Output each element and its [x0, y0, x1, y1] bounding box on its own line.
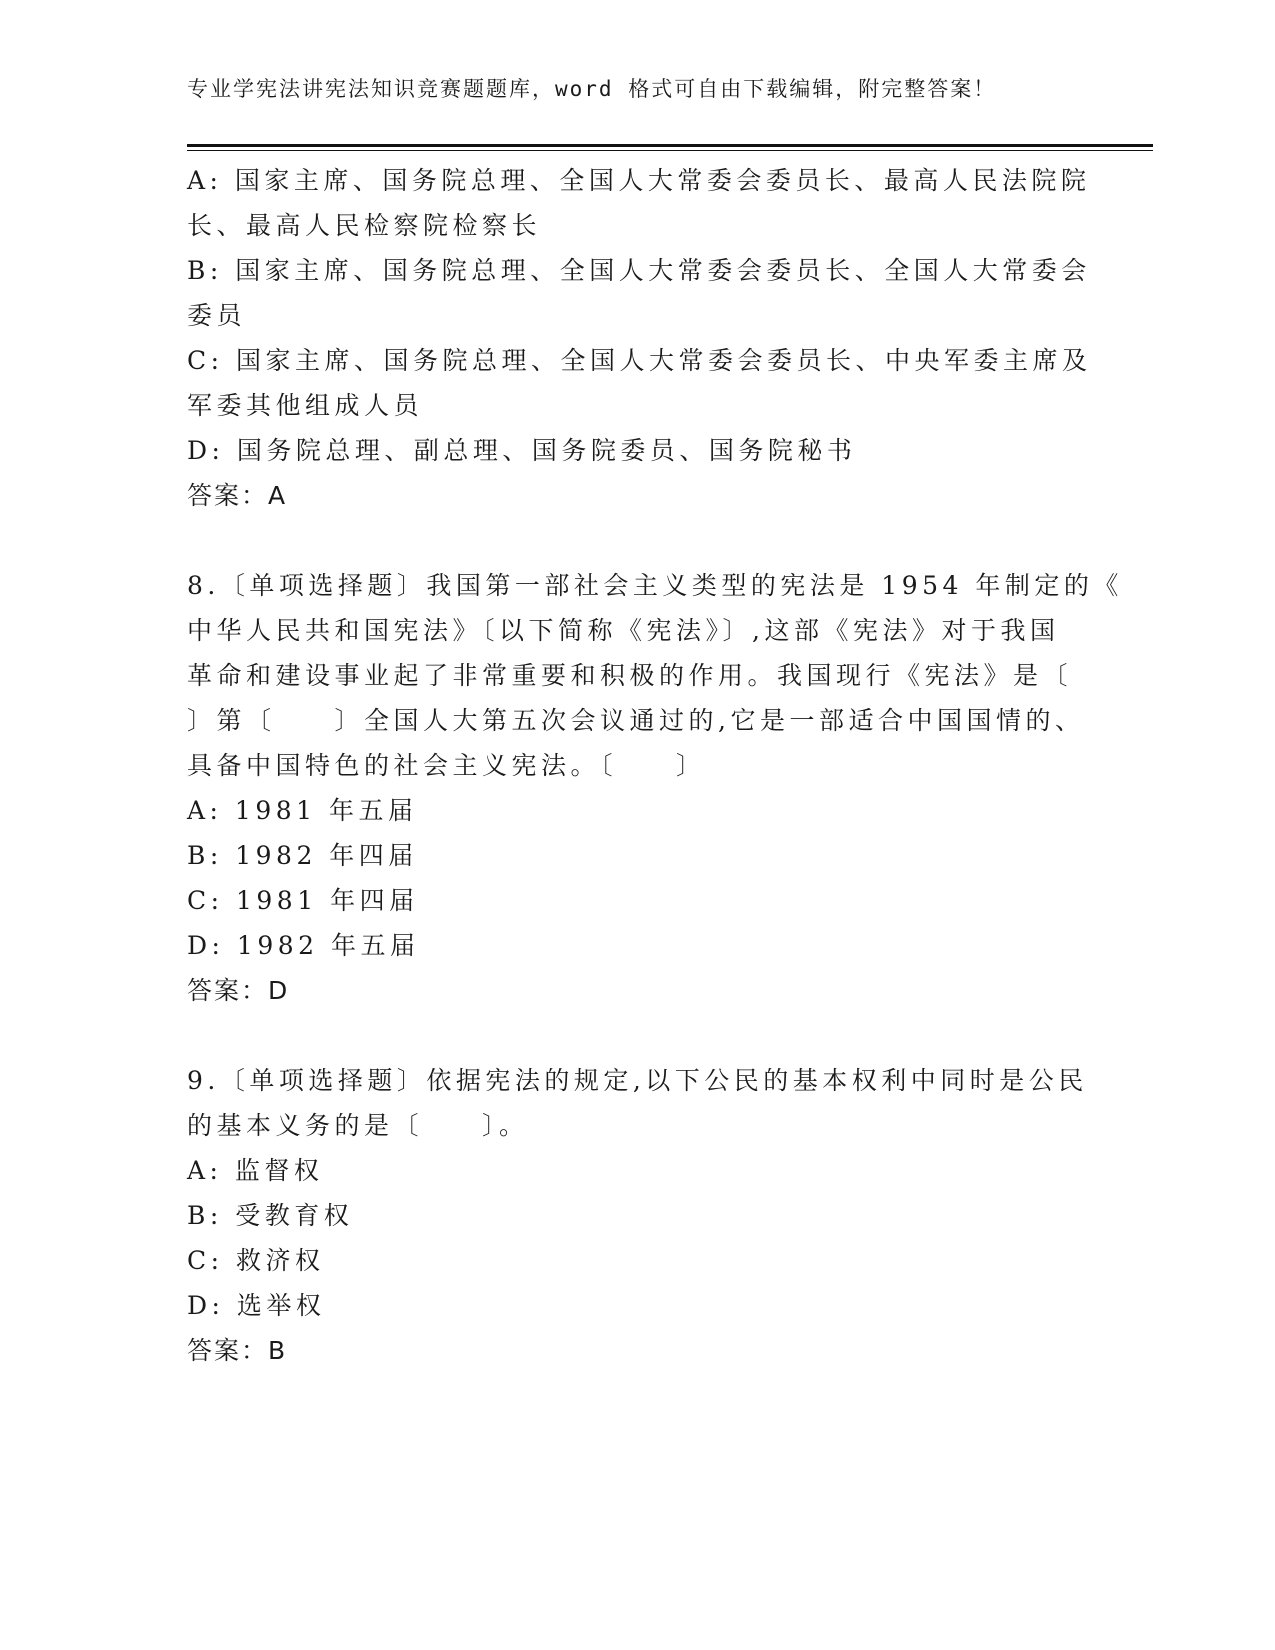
option-b-line-2: 委员 [187, 301, 247, 330]
question-stem-line: 革命和建设事业起了非常重要和积极的作用。我国现行《宪法》是〔 [187, 661, 1073, 690]
question-stem-line: 〕第〔 〕全国人大第五次会议通过的,它是一部适合中国国情的、 [187, 706, 1085, 735]
option-a-line-1: A: 国家主席、国务院总理、全国人大常委会委员长、最高人民法院院 [187, 166, 1091, 195]
spacer [187, 518, 1087, 563]
question-content [187, 158, 1123, 1373]
question-stem-line: 中华人民共和国宪法》〔以下简称《宪法》〕,这部《宪法》对于我国 [187, 616, 1060, 645]
option-b: B: 受教育权 [187, 1201, 354, 1230]
option-c-line-1: C: 国家主席、国务院总理、全国人大常委会委员长、中央军委主席及 [187, 346, 1092, 375]
option-c: C: 1981 年四届 [187, 886, 419, 915]
answer-q9: 答案：B [187, 1336, 288, 1365]
option-a-line-2: 长、最高人民检察院检察长 [187, 211, 542, 240]
option-a: A: 监督权 [187, 1156, 324, 1185]
question-7 [187, 158, 1092, 518]
spacer [187, 1013, 1087, 1058]
answer-q8: 答案：D [187, 976, 290, 1005]
question-stem-line: 的基本义务的是〔 〕。 [187, 1111, 529, 1140]
header-rule-thin [187, 150, 1153, 151]
question-stem-line: 9.〔单项选择题〕依据宪法的规定,以下公民的基本权利中同时是公民 [187, 1066, 1088, 1095]
option-b-line-1: B: 国家主席、国务院总理、全国人大常委会委员长、全国人大常委会 [187, 256, 1091, 285]
question-stem-line: 8.〔单项选择题〕我国第一部社会主义类型的宪法是 1954 年制定的《 [187, 571, 1123, 600]
option-d: D: 国务院总理、副总理、国务院委员、国务院秘书 [187, 436, 857, 465]
header-rule-thick [187, 144, 1153, 147]
option-d: D: 选举权 [187, 1291, 326, 1320]
page-header: 专业学宪法讲宪法知识竞赛题题库，word 格式可自由下载编辑，附完整答案！ [187, 77, 997, 101]
option-b: B: 1982 年四届 [187, 841, 418, 870]
option-c-line-2: 军委其他组成人员 [187, 391, 424, 420]
option-c: C: 救济权 [187, 1246, 325, 1275]
option-a: A: 1981 年五届 [187, 796, 418, 825]
question-9 [187, 1058, 1087, 1373]
question-stem-line: 具备中国特色的社会主义宪法。〔 〕 [187, 751, 706, 780]
answer-q7: 答案：A [187, 481, 288, 510]
option-d: D: 1982 年五届 [187, 931, 420, 960]
question-8 [187, 563, 1123, 1013]
